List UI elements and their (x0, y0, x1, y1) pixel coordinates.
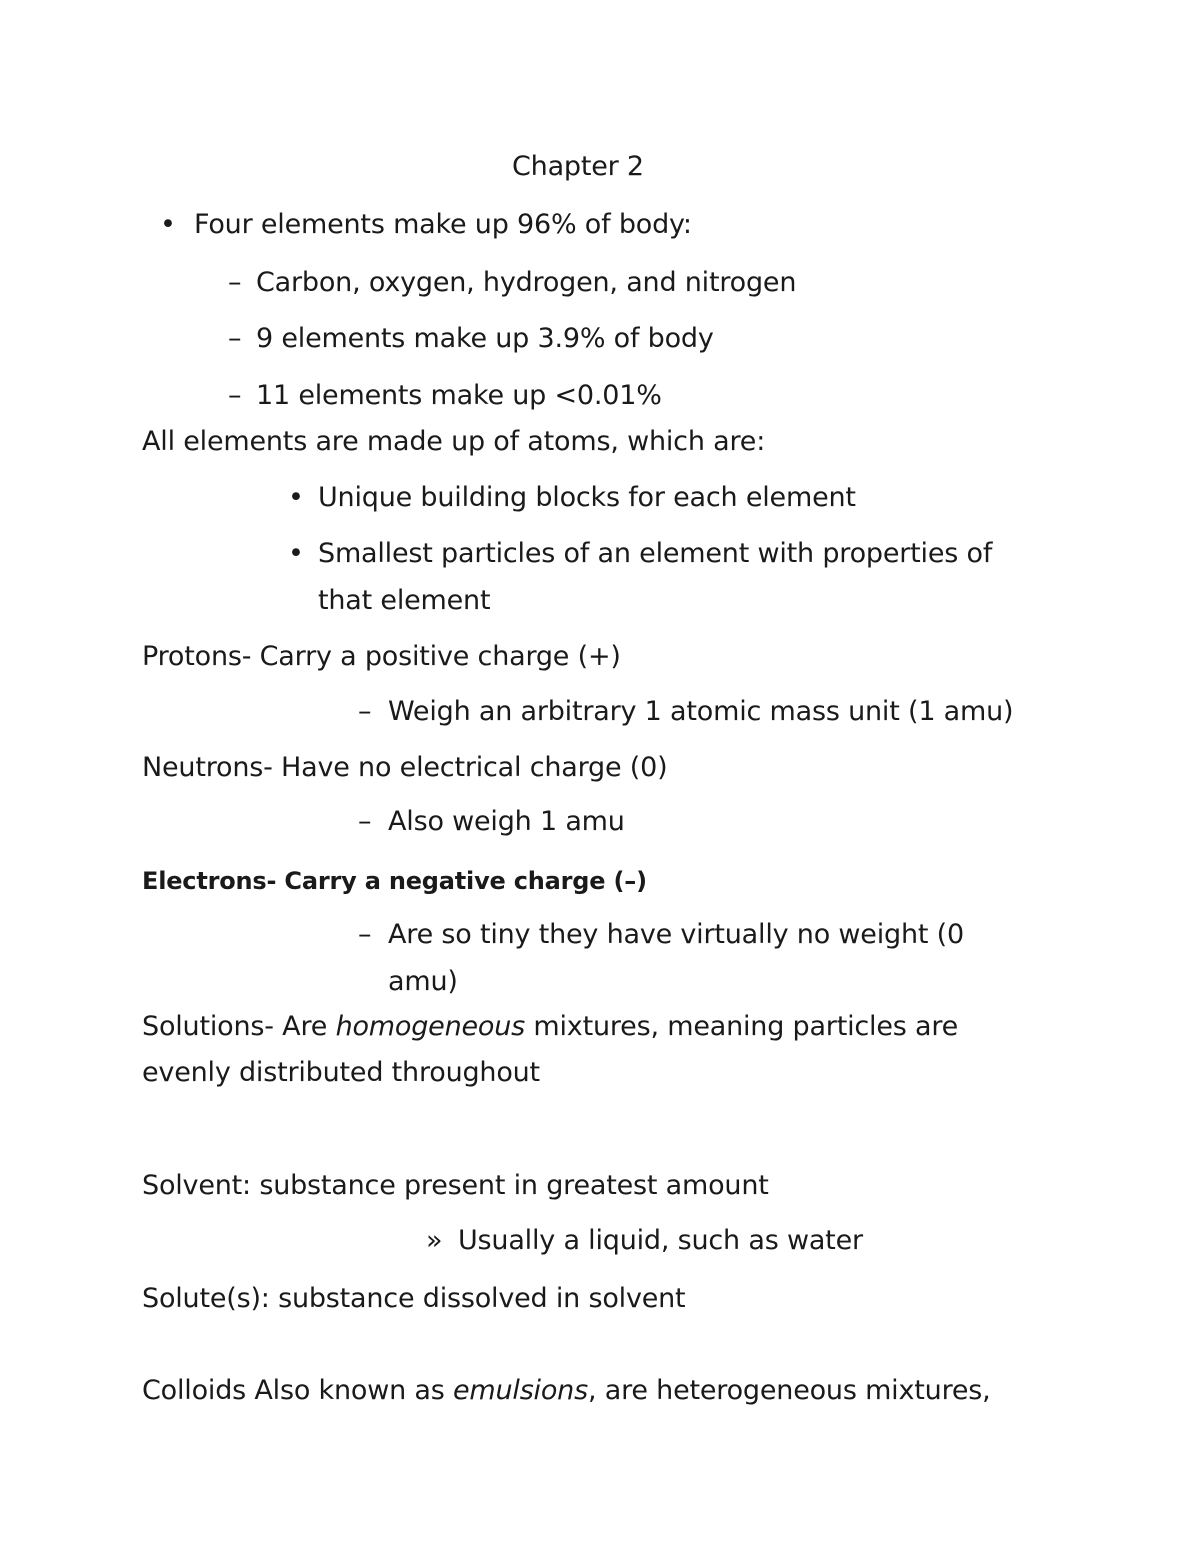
paragraph-bold: Electrons- Carry a negative charge (–) (142, 867, 647, 895)
list-item: Unique building blocks for each element (318, 482, 856, 513)
bullet-marker: • (288, 538, 304, 569)
emphasis-text: homogeneous (335, 1011, 525, 1042)
list-item: Are so tiny they have virtually no weight (0 (388, 919, 964, 950)
paragraph: All elements are made up of atoms, which are: (142, 426, 766, 457)
list-item-continuation: that element (318, 585, 491, 616)
dash-marker: – (358, 806, 372, 837)
list-item: Usually a liquid, such as water (458, 1225, 863, 1256)
bullet-marker: • (288, 482, 304, 513)
page-title: Chapter 2 (512, 151, 644, 182)
dash-marker: – (228, 323, 242, 354)
paragraph: Neutrons- Have no electrical charge (0) (142, 752, 668, 783)
dash-marker: – (228, 380, 242, 411)
list-item: 9 elements make up 3.9% of body (256, 323, 714, 354)
list-item: Smallest particles of an element with properties of (318, 538, 993, 569)
paragraph: Solute(s): substance dissolved in solvent (142, 1283, 686, 1314)
list-item: Weigh an arbitrary 1 atomic mass unit (1 amu) (388, 696, 1014, 727)
paragraph: Solvent: substance present in greatest amount (142, 1170, 769, 1201)
bullet-marker: • (160, 209, 176, 240)
text-run: mixtures, meaning particles are (525, 1011, 959, 1042)
dash-marker: – (358, 919, 372, 950)
emphasis-text: emulsions (452, 1375, 588, 1406)
arrow-marker: » (426, 1225, 443, 1256)
list-item-continuation: amu) (388, 966, 458, 997)
list-item: Carbon, oxygen, hydrogen, and nitrogen (256, 267, 797, 298)
list-item: 11 elements make up <0.01% (256, 380, 662, 411)
list-item: Also weigh 1 amu (388, 806, 625, 837)
dash-marker: – (358, 696, 372, 727)
paragraph-continuation: evenly distributed throughout (142, 1057, 540, 1088)
text-run: Colloids Also known as (142, 1375, 453, 1406)
paragraph (142, 1374, 991, 1408)
paragraph (142, 1010, 958, 1044)
text-run: Solutions- Are (142, 1011, 336, 1042)
text-run: , are heterogeneous mixtures, (587, 1375, 991, 1406)
dash-marker: – (228, 267, 242, 298)
paragraph: Protons- Carry a positive charge (+) (142, 641, 621, 672)
list-item: Four elements make up 96% of body: (194, 209, 692, 240)
